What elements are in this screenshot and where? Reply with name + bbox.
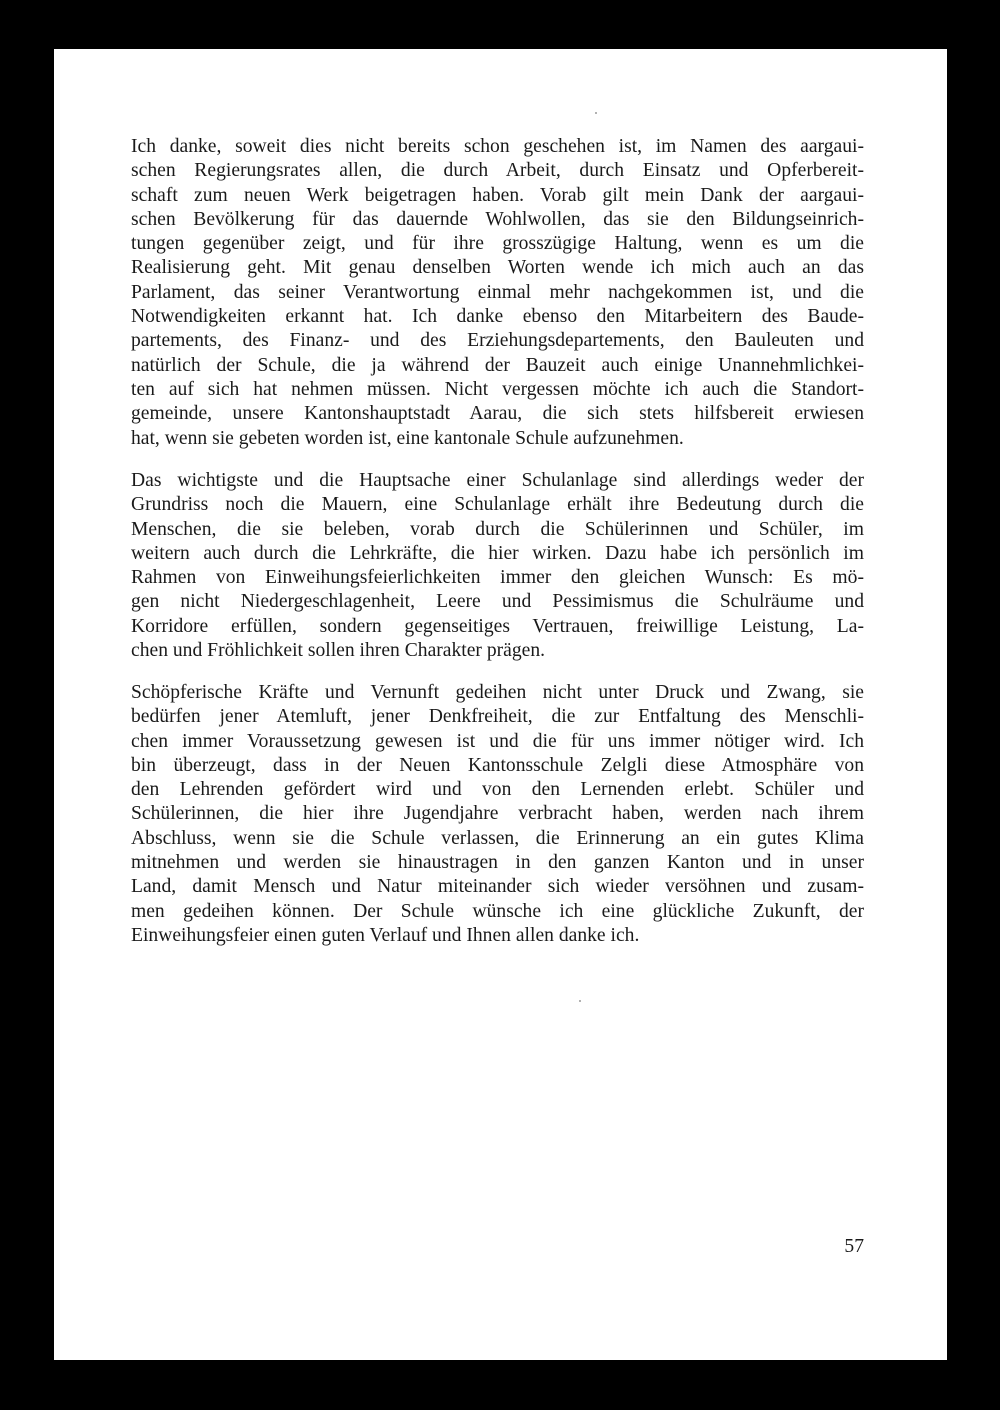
text-line: Korridore erfüllen, sondern gegenseitiges Vertrauen, freiwillige Leistung, La- <box>131 615 864 637</box>
text-line: Ich danke, soweit dies nicht bereits schon geschehen ist, im Namen des aargaui- <box>131 136 864 157</box>
text-line: den Lehrenden gefördert wird und von den Lernenden erlebt. Schüler und <box>131 779 864 801</box>
text-line: chen immer Voraussetzung gewesen ist und die für uns immer nötiger wird. Ich <box>131 730 864 752</box>
text-line: schaft zum neuen Werk beigetragen haben. Vorab gilt mein Dank der aargaui- <box>131 184 864 206</box>
text-line: schen Regierungsrates allen, die durch Arbeit, durch Einsatz und Opferbereit- <box>131 160 864 182</box>
text-line: Abschluss, wenn sie die Schule verlassen, die Erinnerung an ein gutes Klima <box>131 827 864 849</box>
scan-speck <box>579 1000 581 1002</box>
text-line: Notwendigkeiten erkannt hat. Ich danke ebenso den Mitarbeitern des Baude- <box>131 306 864 328</box>
text-line: ten auf sich hat nehmen müssen. Nicht vergessen möchte ich auch die Standort- <box>131 378 864 400</box>
text-line: Das wichtigste und die Hauptsache einer Schulanlage sind allerdings weder der <box>131 470 864 491</box>
text-line: hat, wenn sie gebeten worden ist, eine kantonale Schule aufzunehmen. <box>131 427 684 449</box>
text-line: Einweihungsfeier einen guten Verlauf und Ihnen allen danke ich. <box>131 924 640 946</box>
paragraph-closing <box>131 681 864 948</box>
text-line: Grundriss noch die Mauern, eine Schulanlage erhält ihre Bedeutung durch die <box>131 494 864 516</box>
text-line: partements, des Finanz- und des Erziehungsdepartements, den Bauleuten und <box>131 330 864 352</box>
document-page <box>54 49 947 1360</box>
text-line: gemeinde, unsere Kantonshauptstadt Aarau, die sich stets hilfsbereit erwiesen <box>131 403 864 425</box>
text-line: Parlament, das seiner Verantwortung einmal mehr nachgekommen ist, und die <box>131 281 864 303</box>
text-line: natürlich der Schule, die ja während der Bauzeit auch einige Unannehmlichkei- <box>131 354 864 376</box>
text-line: Menschen, die sie beleben, vorab durch die Schülerinnen und Schüler, im <box>131 518 864 540</box>
text-line: mitnehmen und werden sie hinaustragen in den ganzen Kanton und in unser <box>131 852 864 874</box>
text-line: Schülerinnen, die hier ihre Jugendjahre verbracht haben, werden nach ihrem <box>131 803 864 825</box>
paragraph-gratitude <box>131 135 864 451</box>
text-line: Rahmen von Einweihungsfeierlichkeiten immer den gleichen Wunsch: Es mö- <box>131 567 864 589</box>
text-line: gen nicht Niedergeschlagenheit, Leere und Pessimismus die Schulräume und <box>131 591 864 613</box>
text-line: chen und Fröhlichkeit sollen ihren Charakter prägen. <box>131 640 546 662</box>
text-line: bedürfen jener Atemluft, jener Denkfreiheit, die zur Entfaltung des Menschli- <box>131 706 864 728</box>
text-line: schen Bevölkerung für das dauernde Wohlwollen, das sie den Bildungseinrich- <box>131 208 864 230</box>
scan-speck <box>595 112 597 114</box>
text-line: tungen gegenüber zeigt, und für ihre grosszügige Haltung, wenn es um die <box>131 233 864 255</box>
text-line: Land, damit Mensch und Natur miteinander sich wieder versöhnen und zusam- <box>131 876 864 898</box>
text-line: weitern auch durch die Lehrkräfte, die hier wirken. Dazu habe ich persönlich im <box>131 542 864 564</box>
text-line: Schöpferische Kräfte und Vernunft gedeihen nicht unter Druck und Zwang, sie <box>131 682 864 703</box>
text-line: men gedeihen können. Der Schule wünsche ich eine glückliche Zukunft, der <box>131 900 864 922</box>
text-line: bin überzeugt, dass in der Neuen Kantonsschule Zelgli diese Atmosphäre von <box>131 754 864 776</box>
page-number: 57 <box>844 1236 864 1257</box>
text-line: Realisierung geht. Mit genau denselben Worten wende ich mich auch an das <box>131 257 864 279</box>
paragraph-school-purpose <box>131 469 864 663</box>
